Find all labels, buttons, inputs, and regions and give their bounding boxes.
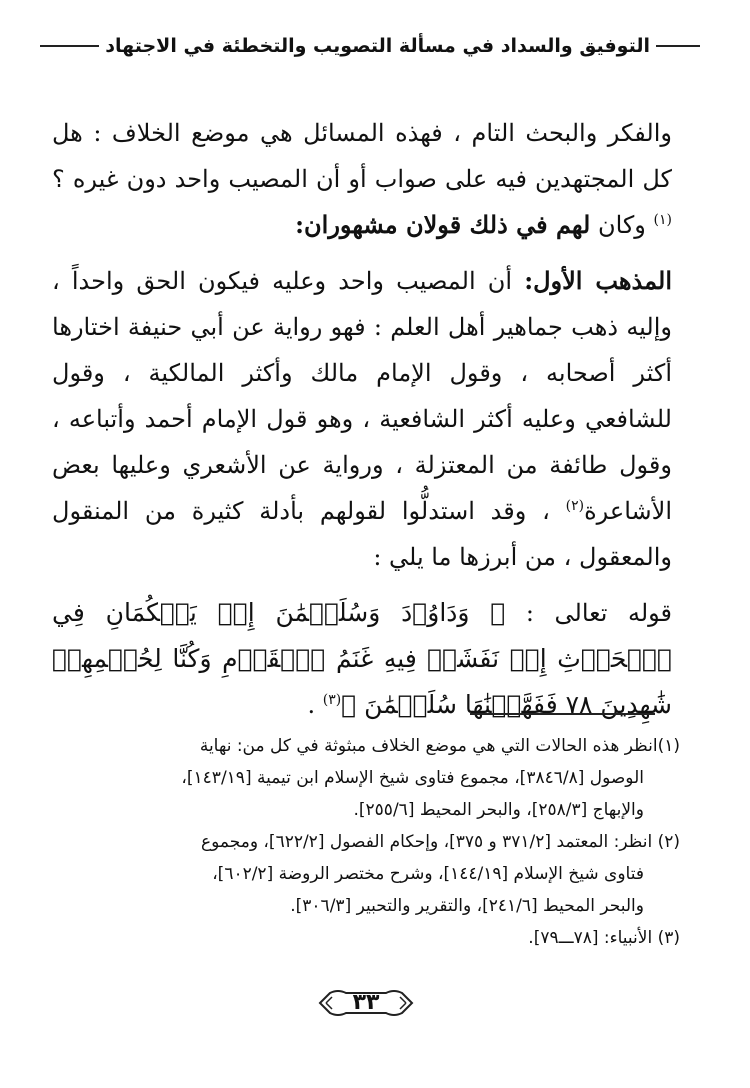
- footnote-line: الوصول [٣٨٤٦/٨]، مجموع فتاوى شيخ الإسلام ابن تيمية [١٤٣/١٩]،: [181, 768, 644, 788]
- text-fragment: .: [307, 691, 323, 719]
- text-line: لهم في ذلك قولان مشهوران:: [295, 210, 591, 239]
- footnote-line: والبحر المحيط [٢٤١/٦]، والتقرير والتحبير [٣٠٦/٣].: [290, 896, 644, 916]
- quran-verse-part-2: فِيهِ غَنَمُ ٱلۡقَوۡمِ وَكُنَّا لِحُكۡمِهِمۡ شَٰهِدِينَ ٧٨ فَفَهَّمۡنَٰهَا سُلَيۡمَٰنَ ﴾: [52, 644, 672, 719]
- footnote-line: (٣) الأنبياء: [٧٨ـــ٧٩].: [528, 928, 680, 948]
- footnotes: [44, 730, 680, 954]
- footnote-line: (٢) انظر: المعتمد [٣٧١/٢ و ٣٧٥]، وإحكام الفصول [٦٢٢/٢]، ومجموع: [200, 832, 680, 852]
- paragraph-intro: [52, 110, 672, 248]
- text-line: من المعتزلة ، ورواية عن الأشعري وعليها بعض الأشاعرة: [52, 451, 672, 525]
- footnote-line: والإبهاج [٢٥٨/٣]، والبحر المحيط [٢٥٥/٦].: [353, 800, 644, 820]
- page-number-ornament: [316, 985, 416, 1021]
- quran-verse-part-1: ﴿ وَدَاوُۥدَ وَسُلَيۡمَٰنَ إِذۡ يَحۡكُمَانِ فِي ٱلۡحَرۡثِ إِذۡ نَفَشَتۡ: [52, 598, 672, 673]
- footnote-line: (١)انظر هذه الحالات التي هي موضع الخلاف مبثوثة في كل من: نهاية: [199, 736, 680, 756]
- section-lead: المذهب الأول:: [524, 266, 672, 295]
- header-rule-right: [656, 45, 700, 47]
- text-line: والفكر والبحث التام ، فهذه المسائل هي موضع الخلاف : هل كل: [52, 119, 672, 193]
- footnote-ref-2[interactable]: (٢): [565, 498, 585, 514]
- text-line: ما يلي :: [373, 543, 452, 571]
- footnote-3: [44, 922, 680, 954]
- text-line: وقد استدلُّوا لقولهم بأدلة كثيرة من المنقول والمعقول ، من أبرزها: [52, 497, 672, 571]
- text-fragment: وكان: [597, 211, 654, 239]
- text-line: أكثر أصحابه ، وقول الإمام مالك وأكثر المالكية ، وقول للشافعي: [52, 359, 672, 433]
- footnote-1: [44, 730, 680, 826]
- verse-lead: قوله تعالى :: [525, 599, 672, 627]
- footnote-line: فتاوى شيخ الإسلام [١٤٤/١٩]، وشرح مختصر الروضة [٦٠٢/٢]،: [212, 864, 644, 884]
- text-fragment: ،: [542, 497, 566, 525]
- text-line: أن المصيب واحد وعليه فيكون الحق واحداً ،: [52, 267, 525, 295]
- running-header: [40, 28, 700, 64]
- footnote-2: [44, 826, 680, 922]
- header-rule-left: [40, 45, 99, 47]
- text-line: المجتهدين فيه على صواب أو أن المصيب واحد دون غيره ؟: [52, 165, 635, 193]
- page-number: ٣٣: [352, 990, 380, 1015]
- main-text: [52, 110, 672, 728]
- paragraph-first-view: [52, 258, 672, 580]
- text-line: وعليه أكثر الشافعية ، وهو قول الإمام أحمد وأتباعه ، وقول طائفة: [52, 405, 672, 479]
- running-header-title: التوفيق والسداد في مسألة التصويب والتخطئة في الاجتهاد: [105, 35, 650, 57]
- footnote-ref-1[interactable]: (١): [653, 212, 672, 228]
- footnote-ref-3[interactable]: (٣): [322, 692, 342, 708]
- footnote-separator: [470, 713, 655, 715]
- text-line: وإليه ذهب جماهير أهل العلم : فهو رواية عن أبي حنيفة اختارها: [52, 313, 672, 341]
- paragraph-quran-verse: [52, 590, 672, 728]
